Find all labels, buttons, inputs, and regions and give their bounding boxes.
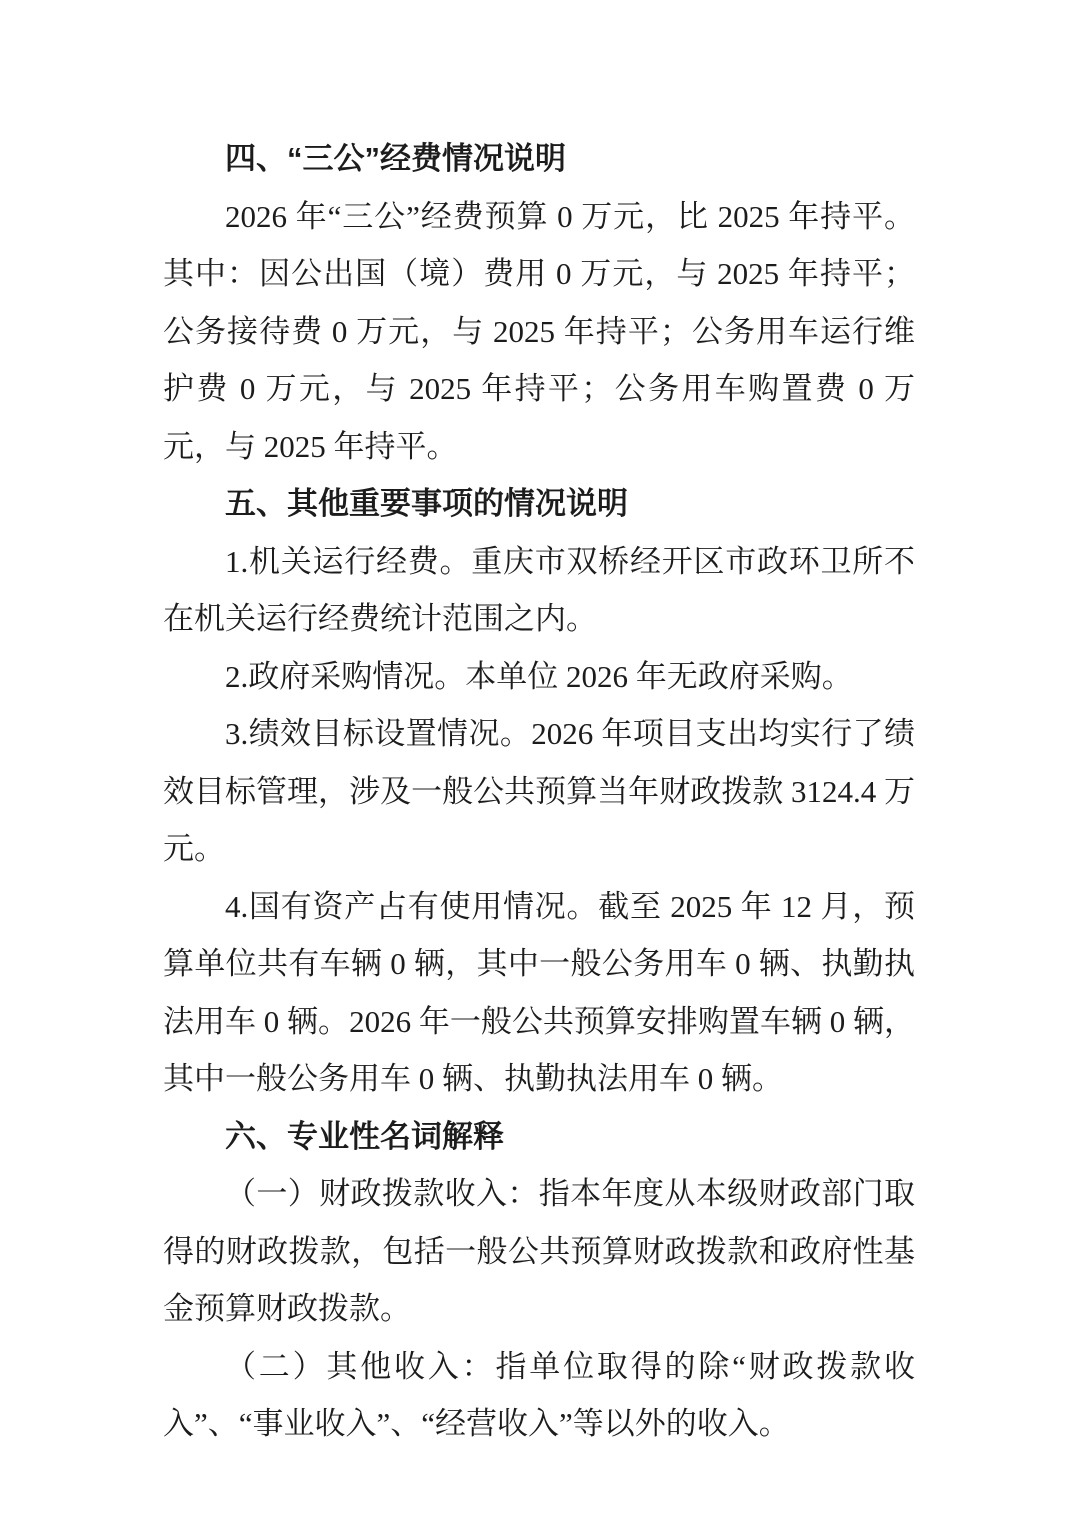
section-6-heading: 六、专业性名词解释	[225, 1118, 504, 1154]
section-5-item-2: 2.政府采购情况。本单位 2026 年无政府采购。	[225, 658, 853, 694]
section-6-term-1: （一）财政拨款收入：指本年度从本级财政部门取得的财政拨款，包括一般公共预算财政拨款和政府性基金预算财政拨款。	[163, 1176, 915, 1326]
section-5-item-4: 4.国有资产占有使用情况。截至 2025 年 12 月，预算单位共有车辆 0 辆，其中一般公务用车 0 辆、执勤执法用车 0 辆。2026 年一般公共预算安排购置车辆 0 辆，其中一般公务用车 0 辆、执勤执法用车 0 辆。	[163, 888, 915, 1096]
section-6-term-2: （二）其他收入：指单位取得的除“财政拨款收入”、“事业收入”、“经营收入”等以外的收入。	[163, 1348, 915, 1441]
section-5-heading: 五、其他重要事项的情况说明	[225, 486, 628, 521]
document-body	[163, 130, 915, 1453]
section-5-item-3: 3.绩效目标设置情况。2026 年项目支出均实行了绩效目标管理，涉及一般公共预算当年财政拨款 3124.4 万元。	[163, 716, 915, 866]
section-4-paragraph-1: 2026 年“三公”经费预算 0 万元，比 2025 年持平。其中：因公出国（境）费用 0 万元，与 2025 年持平；公务接待费 0 万元，与 2025 年持平；公务用车运行维护费 0 万元，与 2025 年持平；公务用车购置费 0 万元，与 2025 年持平。	[163, 198, 915, 464]
section-5-item-1: 1.机关运行经费。重庆市双桥经开区市政环卫所不在机关运行经费统计范围之内。	[163, 543, 915, 636]
section-4-heading: 四、“三公”经费情况说明	[225, 141, 566, 176]
